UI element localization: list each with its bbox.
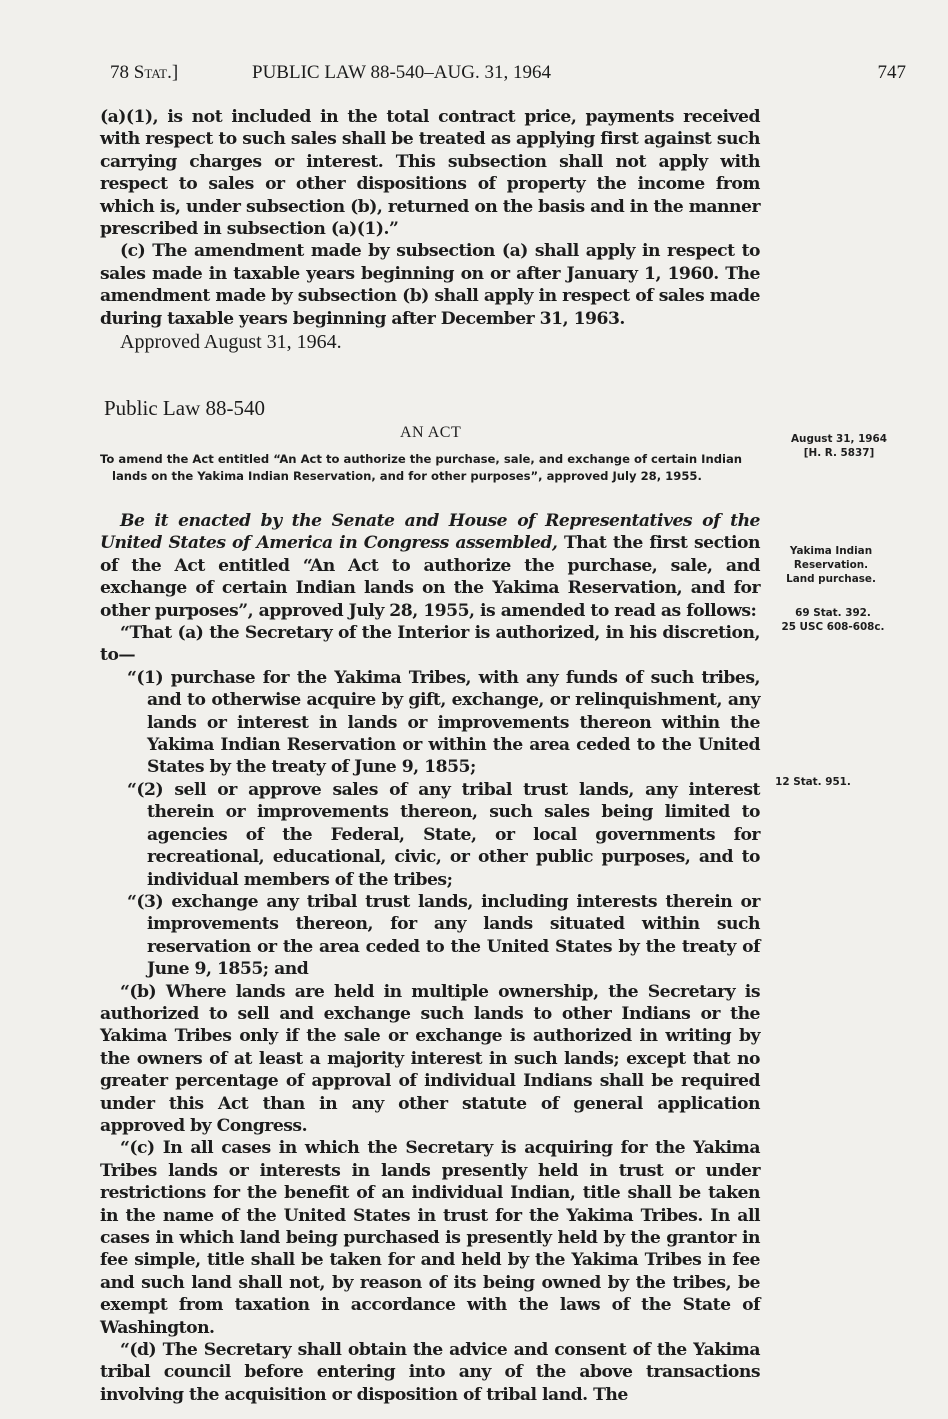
approval-date-previous: Approved August 31, 1964. [120, 331, 342, 354]
running-header [110, 62, 906, 86]
section-a-intro: “That (a) the Secretary of the Interior is authorized, in his discretion, to— [100, 623, 760, 666]
paragraph-c-effective: (c) The amendment made by subsection (a) shall apply in respect to sales made in taxable years beginning on or after January 1, 1960. The amendment made by subsection (b) shall apply in respect of sales made during taxable years beginning after December 31, 1963. [100, 241, 760, 329]
previous-law-continuation [100, 106, 760, 355]
enacting-clause: Be it enacted by the Senate and House of Representatives of the United States of America in Congress assembled, That the first section of the Act entitled “An Act to authorize the purchase, sale, and exchange of certain Indian lands on the Yakima Reservation, and for other purposes”, approved July 28, 1955, is amended to read as follows: [100, 511, 760, 621]
item-3: “(3) exchange any tribal trust lands, including interests therein or improvements thereon, for any lands situated within such reservation or the area ceded to the United States by the treaty of June 9, 1855; and [127, 891, 760, 980]
paragraph-continuation: (a)(1), is not included in the total contract price, payments received with respect to such sales shall be treated as applying first against such carrying charges or interest. This subsection shall not apply with respect to sales or other dispositions of property the income from which is, under subsection (b), returned on the basis and in the manner prescribed in subsection (a)(1).” [100, 107, 760, 240]
volume-citation: 78 Stat.] [110, 62, 179, 83]
section-c: “(c) In all cases in which the Secretary is acquiring for the Yakima Tribes lands or interests in lands presently held in trust or under restrictions for the benefit of an individual Indian, title shall be taken in the name of the United States in trust for the Yakima Tribes. In all cases in which land being purchased is presently held by the grantor in fee simple, title shall be taken for and held by the Yakima Tribes in fee and such land shall not, by reason of its being owned by the tribes, be exempt from taxation in accordance with the laws of the State of Washington. [100, 1138, 760, 1338]
act-purpose-text: To amend the Act entitled “An Act to authorize the purchase, sale, and exchange of certain Indian lands on the Yakima Indian Reservation, and for other purposes”, approved July 28, 1955. [100, 452, 743, 483]
page-number: 747 [877, 62, 906, 83]
item-1: “(1) purchase for the Yakima Tribes, with any funds of such tribes, and to otherwise acquire by gift, exchange, or relinquishment, any lands or interest in lands or improvements thereon within the Yakima Indian Reservation or within the area ceded to the United States by the treaty of June 9, 1855; [127, 667, 760, 778]
law-title: Public Law 88-540 [104, 396, 265, 420]
margin-note-treaty: 12 Stat. 951. [775, 776, 851, 788]
act-purpose [100, 451, 758, 485]
margin-note-topic: Yakima Indian Reservation. Land purchase. [786, 545, 876, 585]
section-d: “(d) The Secretary shall obtain the advice and consent of the Yakima tribal council before entering into any of the above transactions involving the acquisition or disposition of tribal land. The [100, 1340, 760, 1405]
act-body [100, 510, 760, 1406]
margin-note-date: August 31, 1964 [H. R. 5837] [791, 433, 887, 459]
margin-note-citations: 69 Stat. 392. 25 USC 608-608c. [781, 607, 885, 633]
section-b: “(b) Where lands are held in multiple ownership, the Secretary is authorized to sell and exchange such lands to other Indians or the Yakima Tribes only if the sale or exchange is authorized in writing by the owners of at least a majority interest in such lands; except that no greater percentage of approval of individual Indians shall be required under this Act than in any other statute of general application approved by Congress. [100, 981, 760, 1136]
act-heading: AN ACT [400, 424, 462, 441]
running-title: PUBLIC LAW 88-540–AUG. 31, 1964 [252, 62, 551, 83]
item-2: “(2) sell or approve sales of any tribal trust lands, any interest therein or improvements thereon, such sales being limited to agencies of the Federal, State, or local governments for recreational, educational, civic, or other public purposes, and to individual members of the tribes; [127, 779, 760, 890]
